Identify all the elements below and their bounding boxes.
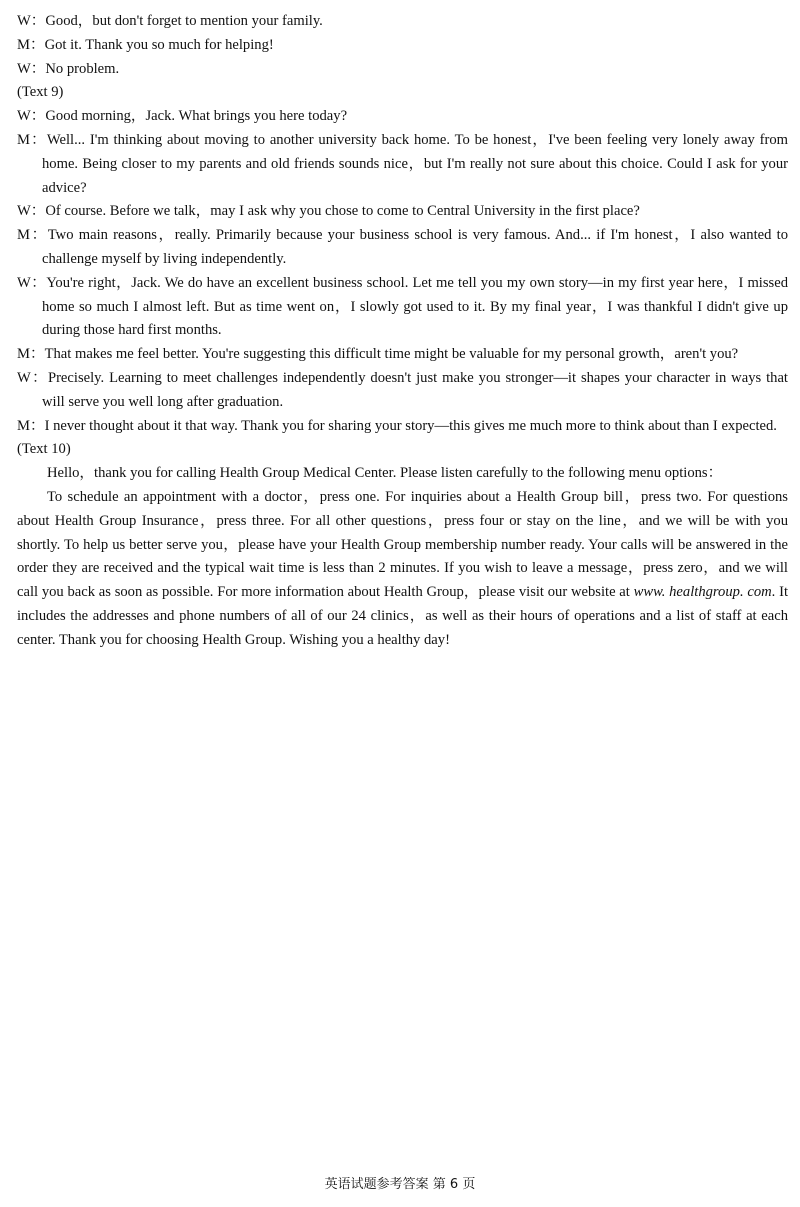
- monologue-text: To schedule an appointment with a doctor，press one. For inquiries about a Health Group bill，press two. For questions about Health Group Insurance，press three. For all other questions，press four or stay on the line，and we will be with you shortly. To help us better serve you，please have your Health Group membership number ready. Your calls will be answered in the order they are received and the typical wait time is less than 2 minutes. If you wish to leave a message，press zero，and we will call you back as soon as possible. For more information about Health Group，please visit our website at: [17, 488, 788, 601]
- speaker-label: M：: [17, 131, 47, 148]
- dialogue-text: I never thought about it that way. Thank you for sharing your story—this gives me much more to think about than I expected.: [44, 417, 777, 434]
- speaker-label: M：: [17, 36, 45, 53]
- speaker-label: M：: [17, 417, 45, 434]
- dialogue-line: [17, 415, 788, 439]
- dialogue-line: [17, 224, 788, 272]
- speaker-label: M：: [17, 227, 48, 244]
- text-10-monologue: [17, 462, 788, 652]
- dialogue-line: [17, 343, 788, 367]
- speaker-label: W：: [17, 108, 46, 125]
- dialogue-text: Well... I'm thinking about moving to another university back home. To be honest，I've been feeling very lonely away from home. Being closer to my parents and old friends sounds nice，but I'm really not sure about this choice. Could I ask for your advice?: [42, 131, 788, 196]
- dialogue-text: Precisely. Learning to meet challenges independently doesn't just make you stronger—it shapes your character in ways that will serve you well long after graduation.: [42, 369, 788, 410]
- dialogue-line: [17, 272, 788, 343]
- speaker-label: W：: [17, 369, 48, 386]
- speaker-label: W：: [17, 13, 46, 29]
- dialogue-line: [17, 200, 788, 224]
- speaker-label: W：: [17, 203, 46, 220]
- dialogue-text: Good morning，Jack. What brings you here today?: [45, 108, 348, 125]
- monologue-paragraph: [17, 486, 788, 653]
- monologue-text: . It includes the addresses and phone numbers of all of our 24 clinics，as well as their hours of operations and a list of staff at each center. Thank you for choosing Health Group. Wishing you a healthy day!: [17, 584, 788, 648]
- text-9-dialogue: [17, 105, 788, 438]
- dialogue-text: Got it. Thank you so much for helping!: [44, 36, 274, 53]
- section-label-text-9: (Text 9): [17, 84, 64, 101]
- dialogue-text: You're right，Jack. We do have an excellent business school. Let me tell you my own story—in my first year here，I missed home so much I almost left. But as time went on，I slowly got used to it. By my final year，I was thankful I didn't give up during those hard first months.: [42, 274, 788, 339]
- speaker-label: W：: [17, 274, 47, 291]
- dialogue-text: Good，but don't forget to mention your family.: [45, 13, 323, 29]
- document-body: [17, 10, 788, 653]
- dialogue-line: [17, 58, 788, 82]
- dialogue-line: [17, 34, 788, 58]
- dialogue-line: [17, 129, 788, 200]
- dialogue-line: [17, 367, 788, 415]
- dialogue-text: Of course. Before we talk，may I ask why you chose to come to Central University in the first place?: [45, 203, 640, 220]
- page-footer: 英语试题参考答案 第 6 页: [324, 1177, 476, 1192]
- dialogue-text: That makes me feel better. You're suggesting this difficult time might be valuable for my personal growth，aren't you?: [44, 346, 739, 363]
- monologue-paragraph: Hello，thank you for calling Health Group Medical Center. Please listen carefully to the following menu options：: [47, 465, 723, 482]
- dialogue-continuation: [17, 10, 788, 81]
- section-label-text-10: (Text 10): [17, 441, 71, 458]
- dialogue-line: [17, 105, 788, 129]
- speaker-label: M：: [17, 346, 45, 363]
- dialogue-line: [17, 10, 788, 34]
- speaker-label: W：: [17, 60, 46, 77]
- dialogue-text: No problem.: [45, 60, 120, 77]
- website-url: www. healthgroup. com: [633, 584, 772, 601]
- dialogue-text: Two main reasons，really. Primarily because your business school is very famous. And... if I'm honest，I also wanted to challenge myself by living independently.: [42, 227, 788, 267]
